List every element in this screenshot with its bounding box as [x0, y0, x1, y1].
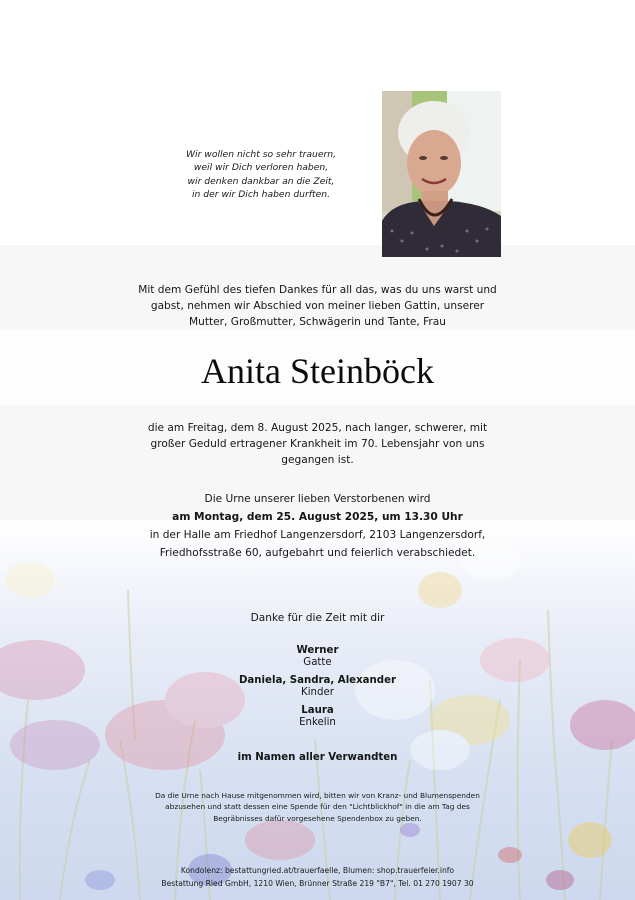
family-member: [0, 675, 635, 698]
death-notice: [0, 420, 635, 468]
donation-line: Begräbnisses dafür vorgesehene Spendenbox zu geben.: [213, 813, 422, 823]
death-notice-line: großer Geduld ertragener Krankheit im 70. Lebensjahr von uns: [150, 438, 485, 450]
portrait-photo: [382, 91, 501, 257]
family-member-name: Laura: [301, 705, 334, 716]
family-member-name: Daniela, Sandra, Alexander: [238, 675, 397, 686]
death-notice-line: gegangen ist.: [281, 454, 354, 466]
family-member-name: Werner: [296, 645, 339, 656]
ceremony-location: in der Halle am Friedhof Langenzersdorf, 2103 Langenzersdorf,: [149, 529, 486, 541]
family-member-relation: Gatte: [303, 656, 332, 668]
poem-line: wir denken dankbar an die Zeit,: [187, 175, 335, 187]
footer-funeral-home: Bestattung Ried GmbH, 1210 Wien, Brünner Straße 219 "B7", Tel. 01 270 1907 30: [161, 878, 474, 888]
intro-text: [0, 282, 635, 330]
footer-condolence: Kondolenz: bestattungried.at/trauerfaelle, Blumen: shop.trauerfeier.info: [180, 866, 455, 875]
portrait-icon: [382, 91, 501, 257]
donation-note: [0, 790, 635, 824]
donation-line: Da die Urne nach Hause mitgenommen wird, bitten wir von Kranz- und Blumenspenden: [155, 791, 480, 800]
intro-line: gabst, nehmen wir Abschied von meiner lieben Gattin, unserer: [150, 300, 485, 312]
poem-line: in der wir Dich haben durften.: [191, 188, 330, 200]
ceremony-info: [0, 490, 635, 562]
relatives-line: im Namen aller Verwandten: [237, 752, 398, 763]
family-list: [0, 645, 635, 735]
family-member: [0, 705, 635, 728]
poem: [150, 148, 372, 201]
poem-line: weil wir Dich verloren haben,: [193, 162, 329, 174]
donation-line: abzusehen und statt dessen eine Spende für den "Lichtblickhof" in die am Tag des: [165, 802, 470, 812]
intro-line: Mutter, Großmutter, Schwägerin und Tante, Frau: [189, 316, 446, 328]
ceremony-line: Die Urne unserer lieben Verstorbenen wird: [204, 493, 431, 505]
family-member: [0, 645, 635, 668]
footer: [0, 865, 635, 890]
death-notice-line: die am Freitag, dem 8. August 2025, nach langer, schwerer, mit: [147, 422, 488, 434]
ceremony-date: am Montag, dem 25. August 2025, um 13.30 Uhr: [172, 511, 463, 523]
thanks-line: Danke für die Zeit mit dir: [250, 612, 385, 624]
family-member-relation: Enkelin: [299, 716, 336, 728]
family-member-relation: Kinder: [301, 686, 334, 698]
intro-line: Mit dem Gefühl des tiefen Dankes für all das, was du uns warst und: [138, 284, 497, 296]
poem-line: Wir wollen nicht so sehr trauern,: [185, 149, 337, 160]
ceremony-address: Friedhofsstraße 60, aufgebahrt und feierlich verabschiedet.: [159, 547, 476, 559]
deceased-name: Anita Steinböck: [201, 351, 434, 391]
